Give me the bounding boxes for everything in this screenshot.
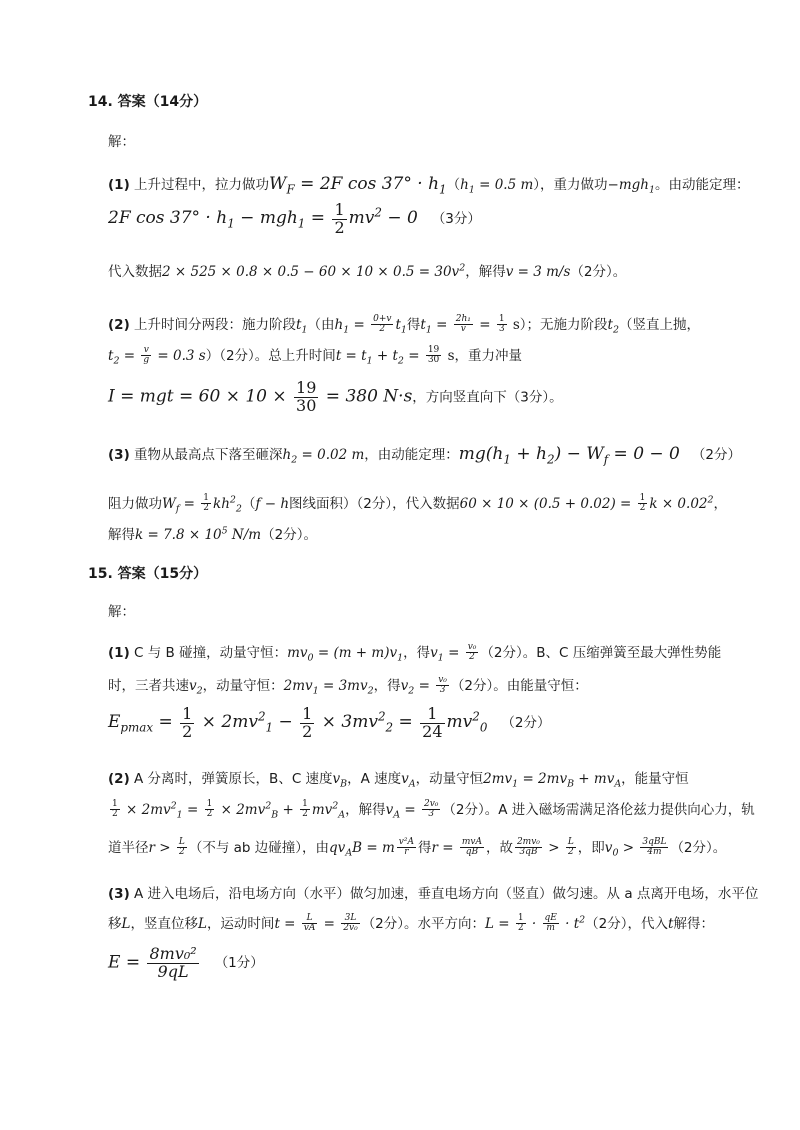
q14-p2-impulse: I = mgt = 60 × 10 × $\frac{19}{30}$ = 380 N·s，方向竖直向下（3分）。 — [108, 378, 563, 415]
q15-p3-line1: (3) A 进入电场后，沿电场方向（水平）做匀加速，垂直电场方向（竖直）做匀速。从 a 点离开电场，水平位 — [108, 886, 759, 902]
q14-p1-line1: (1) 上升过程中，拉力做功$W_F = 2F$ $\cos 37^\circ \cdot h_1(h_1 = 0.5$ m），重力做功−mgh$_1$。由动能定理： — [108, 174, 750, 197]
fraction: $\frac{1}{2}$ — [334, 200, 345, 237]
fraction: $\frac{qE}{m}$ — [544, 913, 557, 934]
q14-jie: 解： — [108, 134, 135, 150]
fraction: $\frac{0+v}{2}$ — [373, 314, 392, 335]
q14-p3-line3: 解得$k = 7.8 \times 10^5$ N/m（2分）。 — [108, 525, 317, 543]
q15-p1-line1: (1) C 与 B 碰撞，动量守恒：$mv_0 = (m + m)v_1$，得$v_1$ = $\frac{\text{v₀}}{2}$ （2分）。B、C 压缩弹簧至最大弹性势能 — [108, 642, 722, 664]
q15-p2-line3: 道半径r > $\frac{L}{2}$ （不与 ab 边碰撞），由$qv_AB = m$ $\frac{\text{v²A}}{r}$ 得r = $\frac{\text{mvA}}{qB}$ ，故 $\frac{\text{2mv₀}}{3qB}$ > $\frac{L}{2}$ ，即$v_0$ > $\frac{\text{3qBL}}{4m}$ （2分）。 — [108, 837, 727, 859]
q14-p2-line2: $t_2$ = $\frac{v}{g}$ = 0.3 s）（2分）。总上升时间$t = t_1 + t_2$ = $\frac{19}{30}$ s，重力冲量 — [108, 345, 523, 367]
fraction: $\frac{1}{2}$ — [302, 704, 313, 741]
fraction: $\frac{\text{2v₀}}{3}$ — [424, 799, 439, 820]
fraction: $\frac{\text{2mv₀}}{3qB}$ — [516, 837, 540, 858]
fraction: $\frac{19}{30}$ — [427, 345, 440, 366]
fraction: $\frac{1}{2}$ — [639, 493, 646, 514]
q15-header: 15. 答案（15分） — [88, 566, 208, 582]
fraction: $\frac{19}{30}$ — [296, 378, 317, 415]
fraction: $\frac{1}{3}$ — [498, 314, 505, 335]
fraction: $\frac{L}{vA}$ — [303, 913, 316, 934]
fraction: $\frac{1}{2}$ — [517, 913, 524, 934]
q14-header: 14. 答案（14分） — [88, 94, 208, 110]
q15-p2-line1: (2) A 分离时，弹簧原长，B、C 速度$v_B$，A 速度$v_A$，动量守恒$2mv_1 = 2mv_B + mv_A$，能量守恒 — [108, 771, 689, 790]
q15-p3-result: E = $\frac{\text{8mv₀²}}{9qL}$ （1分） — [108, 944, 264, 981]
fraction: $\frac{\text{v²A}}{r}$ — [398, 837, 414, 858]
q14-p1-line3: 代入数据$2 \times 525 \times 0.8 \times 0.5 - 60 \times 10 \times 0.5 = 30v^2$，解得v = 3 m/s（2分）。 — [108, 262, 627, 280]
q15-p2-line2: $\frac{1}{2}$ × $2mv^2_1$ = $\frac{1}{2}$ × $2mv^2_B$ + $\frac{1}{2}$ $mv^2_A$，解得$v_A$ = $\frac{\text{2v₀}}{3}$ （2分）。A 进入磁场需满足洛伦兹力提供向心力，轨 — [112, 799, 755, 821]
q15-p1-line2: 时，三者共速$v_2$，动量守恒：$2mv_1 = 3mv_2$，得$v_2$ = $\frac{\text{v₀}}{3}$ （2分）。由能量守恒： — [108, 675, 588, 697]
fraction: $\frac{\text{8mv₀²}}{9qL}$ — [149, 944, 197, 981]
fraction: $\frac{1}{2}$ — [112, 799, 118, 820]
fraction: $\frac{1}{2}$ — [206, 799, 213, 820]
q14-p3-line1: (3) 重物从最高点下落至砸深$h_2 = 0.02$ m，由动能定理：$mg(h_1 + h_2) - W_f = 0 - 0$ （2分） — [108, 444, 741, 467]
fraction: $\frac{1}{2}$ — [182, 704, 193, 741]
q14-p3-line2: 阻力做功$W_f$ = $\frac{1}{2}$ $kh^2_2(f - h$图线面积）（2分），代入数据60 × 10 × (0.5 + 0.02) = $\frac{1}{2}$ $k \times 0.02^2$， — [108, 493, 728, 515]
fraction: $\frac{1}{24}$ — [422, 704, 443, 741]
fraction: $\frac{v}{g}$ — [143, 345, 150, 366]
q14-p2-line1: (2) 上升时间分两段：施力阶段$t_1$（由$h_1$ = $\frac{0+v}{2}$ $t_1$得$t_1$ = $\frac{\text{2h₁}}{v}$ = $\frac{1}{3}$ s）；无施力阶段$t_2$（竖直上抛， — [108, 314, 700, 336]
q15-p1-energy: $E_{pmax}$ = $\frac{1}{2}$ × $2mv^2_1$ − $\frac{1}{2}$ × $3mv^2_2$ = $\frac{1}{24}$ $mv^2_0$ （2分） — [108, 704, 551, 741]
fraction: $\frac{\text{v₀}}{2}$ — [467, 642, 477, 663]
q15-jie: 解： — [108, 604, 135, 620]
fraction: $\frac{3L}{\text{2v₀}}$ — [343, 913, 358, 934]
fraction: $\frac{\text{2h₁}}{v}$ — [455, 314, 471, 335]
q14-p1-equation: 2F $\cos 37^\circ \cdot h_1 - mgh_1$ = $\frac{1}{2}$ $mv^2 - 0$ （3分） — [108, 200, 481, 237]
fraction: $\frac{1}{2}$ — [302, 799, 308, 820]
fraction: $\frac{\text{mvA}}{qB}$ — [461, 837, 482, 858]
fraction: $\frac{L}{2}$ — [178, 837, 185, 858]
fraction: $\frac{\text{v₀}}{3}$ — [438, 675, 447, 696]
fraction: $\frac{1}{2}$ — [203, 493, 210, 514]
q15-p3-line2: 移L，竖直位移L，运动时间t = $\frac{L}{vA}$ = $\frac{3L}{\text{2v₀}}$ （2分）。水平方向：L = $\frac{1}{2}$ · $\frac{qE}{m}$ · $t^2(2$分），代入t解得： — [108, 913, 714, 934]
fraction: $\frac{L}{2}$ — [567, 837, 574, 858]
fraction: $\frac{\text{3qBL}}{4m}$ — [642, 837, 667, 858]
